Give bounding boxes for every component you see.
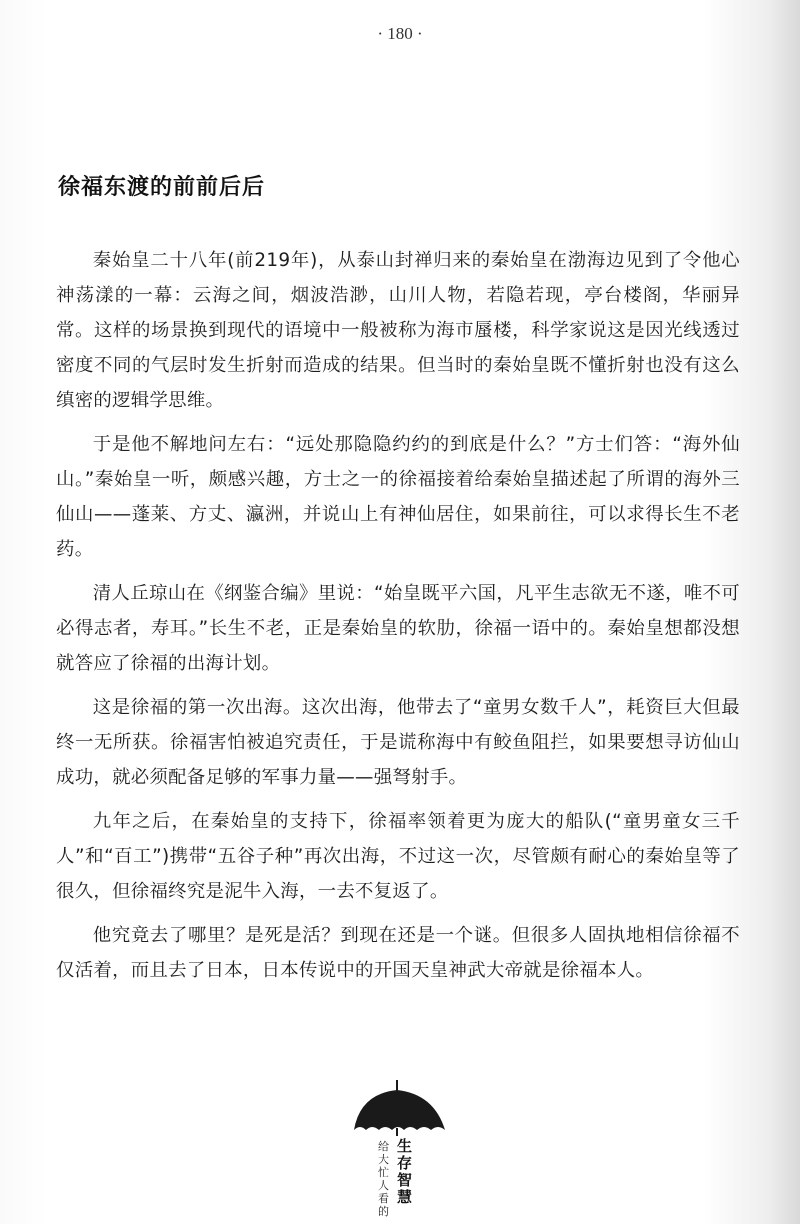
series-logo: [352, 1078, 447, 1218]
paragraph: 于是他不解地问左右：“远处那隐隐约约的到底是什么？”方士们答：“海外仙山。”秦始皇一听，颇感兴趣，方士之一的徐福接着给秦始皇描述起了所谓的海外三仙山——蓬莱、方丈、瀛洲，并说山上有神仙居住，如果前往，可以求得长生不老药。: [56, 434, 740, 560]
paragraph: 九年之后，在秦始皇的支持下，徐福率领着更为庞大的船队(“童男童女三千人”和“百工”)携带“五谷子种”再次出海，不过这一次，尽管颇有耐心的秦始皇等了很久，但徐福终究是泥牛入海，一去不复返了。: [56, 811, 740, 902]
logo-subtitle: 给大忙人看的: [378, 1140, 389, 1218]
paragraph: 这是徐福的第一次出海。这次出海，他带去了“童男女数千人”，耗资巨大但最终一无所获。徐福害怕被追究责任，于是谎称海中有鲛鱼阻拦，如果要想寻访仙山成功，就必须配备足够的军事力量——强弩射手。: [56, 697, 740, 788]
body-text: [56, 243, 740, 997]
page-number: · 180 ·: [377, 24, 423, 43]
chapter-heading: 徐福东渡的前前后后: [58, 175, 266, 200]
paragraph: 清人丘琼山在《纲鉴合编》里说：“始皇既平六国，凡平生志欲无不遂，唯不可必得志者，寿耳。”长生不老，正是秦始皇的软肋，徐福一语中的。秦始皇想都没想就答应了徐福的出海计划。: [56, 583, 740, 674]
logo-title: 生存智慧: [397, 1137, 413, 1206]
paragraph: 秦始皇二十八年(前219年)，从泰山封禅归来的秦始皇在渤海边见到了令他心神荡漾的一幕：云海之间，烟波浩渺，山川人物，若隐若现，亭台楼阁，华丽异常。这样的场景换到现代的语境中一般被称为海市蜃楼，科学家说这是因光线透过密度不同的气层时发生折射而造成的结果。但当时的秦始皇既不懂折射也没有这么缜密的逻辑学思维。: [56, 250, 740, 411]
paragraph: 他究竟去了哪里？是死是活？到现在还是一个谜。但很多人固执地相信徐福不仅活着，而且去了日本，日本传说中的开国天皇神武大帝就是徐福本人。: [56, 925, 740, 981]
